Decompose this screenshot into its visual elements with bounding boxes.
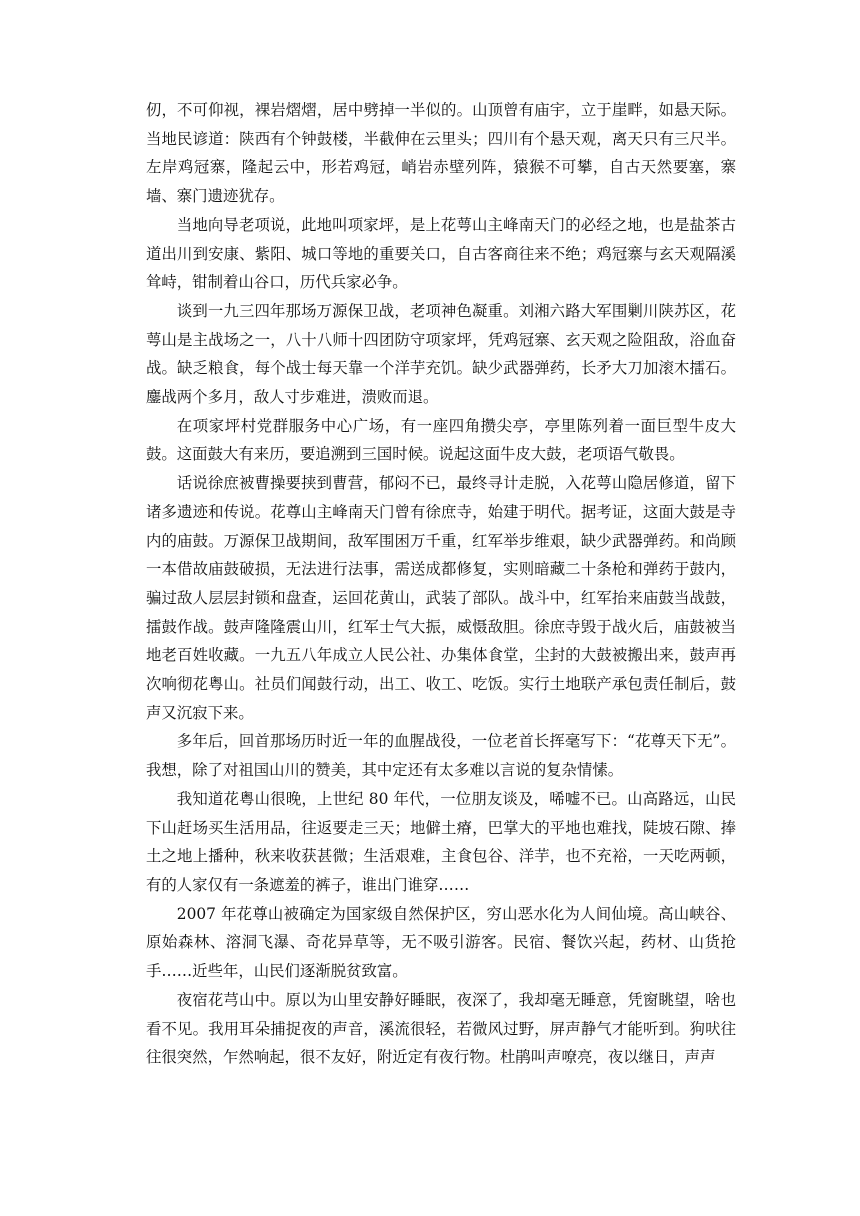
paragraph-3: 谈到一九三四年那场万源保卫战，老项神色凝重。刘湘六路大军围剿川陕苏区，花萼山是主战场之一，八十八师十四团防守项家坪，凭鸡冠寨、玄天观之险阻敌，浴血奋战。缺乏粮食，每个战士每天靠一个洋芋充饥。缺少武器弹药，长矛大刀加滚木擂石。鏖战两个多月，敌人寸步难进，溃败而退。: [146, 301, 736, 407]
paragraph-7: 我知道花粤山很晚，上世纪 80 年代，一位朋友谈及，唏嘘不已。山高路远，山民下山赶场买生活用品，往返要走三天；地僻土瘠，巴掌大的平地也难找，陡坡石隙、捧土之地上播种，秋来收获甚微；生活艰难，主食包谷、洋芋，也不充裕，一天吃两顿，有的人家仅有一条遮羞的裤子，谁出门谁穿……: [146, 789, 736, 894]
paragraph-9: 夜宿花芎山中。原以为山里安静好睡眠，夜深了，我却毫无睡意，凭窗眺望，啥也看不见。我用耳朵捕捉夜的声音，溪流很轻，若微风过野，屏声静气才能听到。狗吠往往很突然，乍然响起，很不友好，附近定有夜行物。杜鹃叫声嘹亮，夜以继日，声声: [146, 990, 736, 1067]
paragraph-5: 话说徐庶被曹操要挟到曹营，郁闷不已，最终寻计走脱，入花萼山隐居修道，留下诸多遗迹和传说。花尊山主峰南天门曾有徐庶寺，始建于明代。据考证，这面大鼓是寺内的庙鼓。万源保卫战期间，敌军围困万千重，红军举步维艰，缺少武器弹药。和尚顾一本借故庙鼓破损，无法进行法事，需送成都修复，实则暗藏二十条枪和弹药于鼓内，骗过敌人层层封锁和盘查，运回花黄山，武装了部队。战斗中，红军抬来庙鼓当战鼓，擂鼓作战。鼓声隆隆震山川，红军士气大振，威慑敌胆。徐庶寺毁于战火后，庙鼓被当地老百姓收藏。一九五八年成立人民公社、办集体食堂，尘封的大鼓被搬出来，鼓声再次响彻花粤山。社员们闻鼓行动，出工、收工、吃饭。实行土地联产承包责任制后，鼓声又沉寂下来。: [146, 474, 736, 722]
paragraph-6: 多年后，回首那场历时近一年的血腥战役，一位老首长挥毫写下：“花尊天下无”。我想，除了对祖国山川的赞美，其中定还有太多难以言说的复杂情愫。: [146, 732, 736, 780]
paragraph-8: 2007 年花尊山被确定为国家级自然保护区，穷山恶水化为人间仙境。高山峡谷、原始森林、溶洞飞瀑、奇花异草等，无不吸引游客。民宿、餐饮兴起，药材、山货抢手……近些年，山民们逐渐脱贫致富。: [146, 904, 736, 981]
paragraph-2: 当地向导老项说，此地叫项家坪，是上花萼山主峰南天门的必经之地，也是盐茶古道出川到安康、紫阳、城口等地的重要关口，自古客商往来不绝；鸡冠寨与玄天观隔溪耸峙，钳制着山谷口，历代兵家必争。: [146, 215, 736, 292]
paragraph-4: 在项家坪村党群服务中心广场，有一座四角攒尖亭，亭里陈列着一面巨型牛皮大鼓。这面鼓大有来历，要追溯到三国时候。说起这面牛皮大鼓，老项语气敬畏。: [146, 416, 736, 464]
paragraph-1: 仞，不可仰视，裸岩熠熠，居中劈掉一半似的。山顶曾有庙宇，立于崖畔，如悬天际。当地民谚道：陕西有个钟鼓楼，半截伸在云里头；四川有个悬天观，离天只有三尺半。左岸鸡冠寨，隆起云中，形若鸡冠，峭岩赤壁列阵，猿猴不可攀，自古天然要塞，寨墙、寨门遗迹犹存。: [146, 101, 736, 206]
article-body: [146, 96, 736, 1072]
